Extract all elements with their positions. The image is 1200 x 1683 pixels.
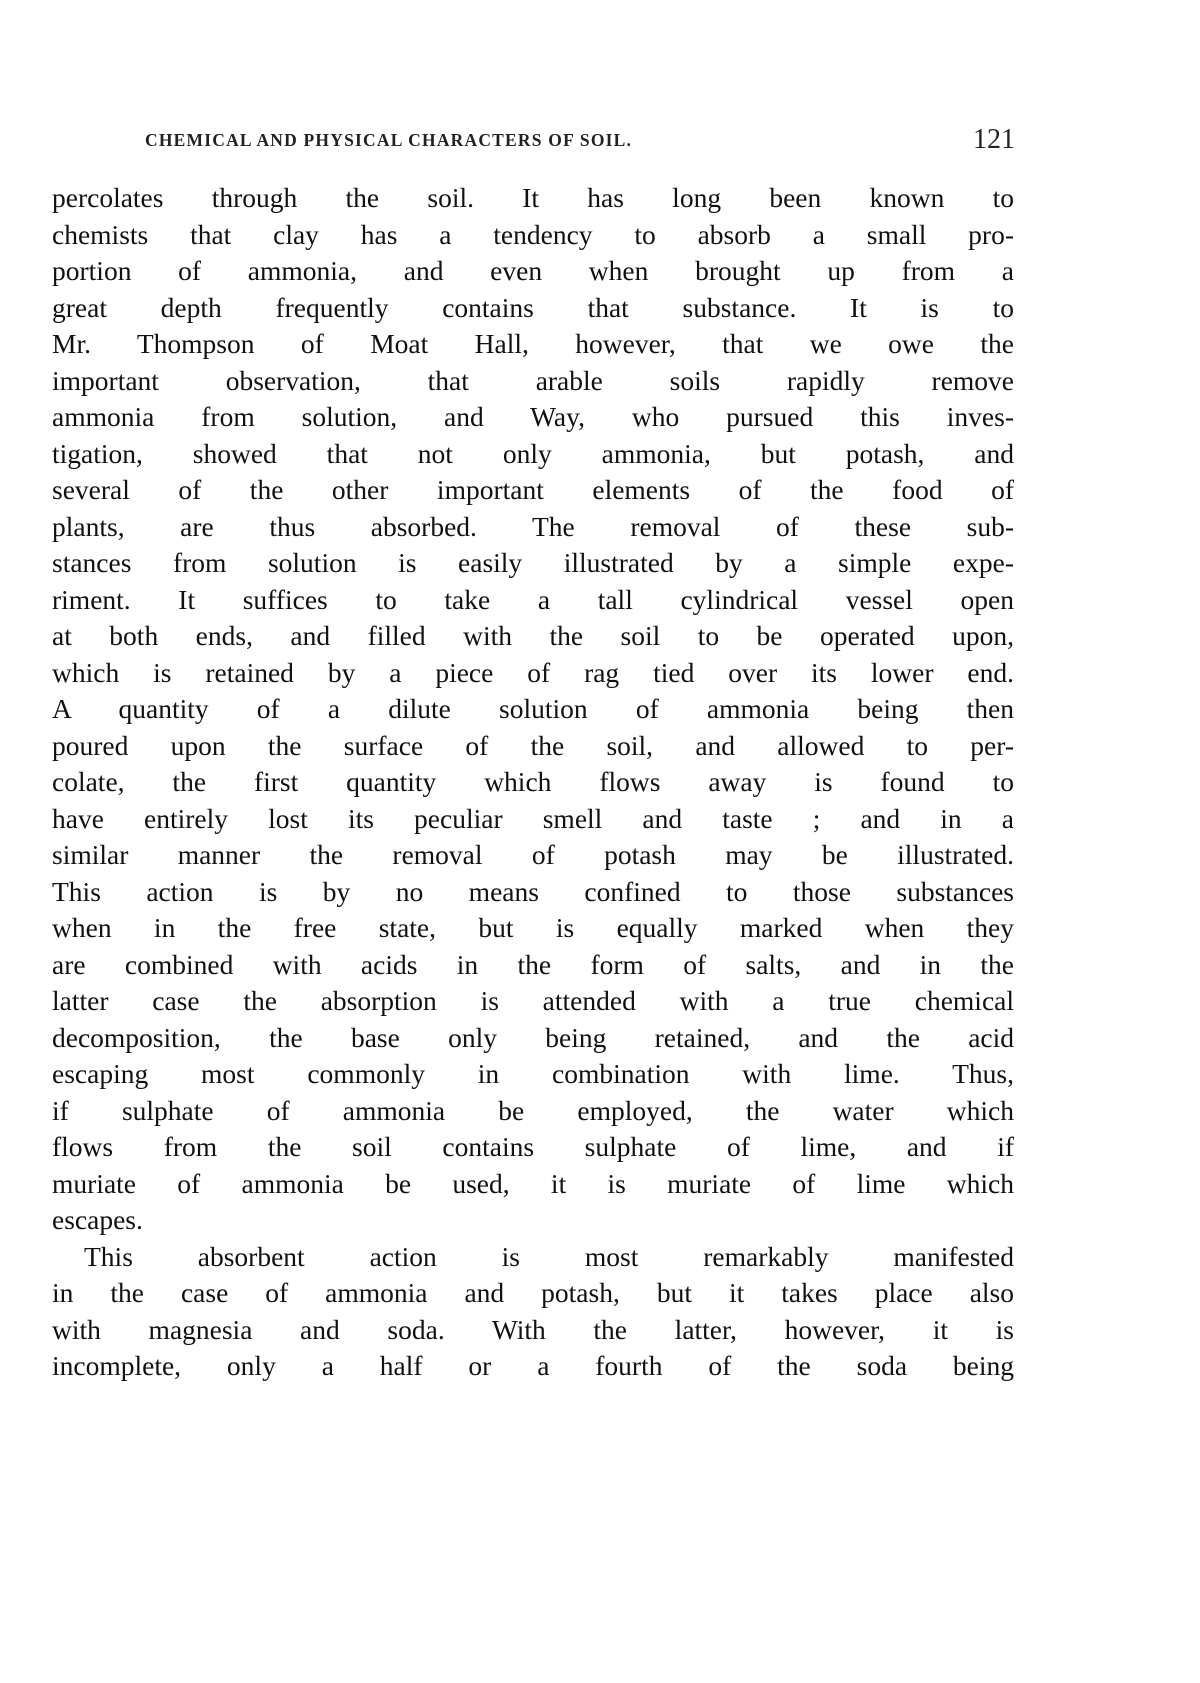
text-line: plants, are thus absorbed. The removal of these sub- — [52, 510, 1014, 542]
text-line: have entirely lost its peculiar smell and taste ; and in a — [52, 802, 1014, 834]
page-number: 121 — [973, 124, 1015, 155]
text-line: colate, the first quantity which flows away is found to — [52, 766, 1014, 797]
text-line: at both ends, and filled with the soil to be operated upon, — [52, 620, 1014, 651]
text-line: latter case the absorption is attended with a true chemical — [52, 985, 1014, 1016]
text-line: Mr. Thompson of Moat Hall, however, that we owe the — [52, 328, 1014, 359]
text-line: This action is by no means confined to those substances — [52, 875, 1014, 907]
text-line: portion of ammonia, and even when brought up from a — [52, 255, 1014, 286]
text-line: which is retained by a piece of rag tied over its lower end. — [52, 656, 1014, 688]
text-line: riment. It suffices to take a tall cylindrical vessel open — [52, 583, 1014, 615]
text-line: when in the free state, but is equally marked when they — [52, 912, 1014, 943]
text-line: flows from the soil contains sulphate of lime, and if — [52, 1131, 1014, 1162]
text-line: similar manner the removal of potash may be illustrated. — [52, 839, 1014, 870]
text-line: percolates through the soil. It has long been known to — [52, 182, 1014, 213]
text-line: stances from solution is easily illustrated by a simple expe- — [52, 547, 1014, 578]
text-line: A quantity of a dilute solution of ammonia being then — [52, 693, 1014, 724]
running-title: CHEMICAL AND PHYSICAL CHARACTERS OF SOIL. — [145, 130, 633, 150]
text-line: tigation, showed that not only ammonia, but potash, and — [52, 437, 1014, 469]
text-line: are combined with acids in the form of salts, and in the — [52, 948, 1014, 980]
text-line: important observation, that arable soils rapidly remove — [52, 364, 1014, 396]
body-text — [52, 180, 1014, 1385]
text-line: escaping most commonly in combination with lime. Thus, — [52, 1058, 1014, 1089]
text-line: in the case of ammonia and potash, but it takes place also — [52, 1277, 1014, 1308]
text-line: This absorbent action is most remarkably manifested — [84, 1240, 1014, 1272]
text-line: chemists that clay has a tendency to absorb a small pro- — [52, 218, 1014, 250]
text-line: several of the other important elements of the food of — [52, 474, 1014, 505]
text-line: poured upon the surface of the soil, and allowed to per- — [52, 729, 1014, 761]
paragraph-2 — [52, 1239, 1014, 1385]
text-line: ammonia from solution, and Way, who pursued this inves- — [52, 401, 1014, 432]
text-line: with magnesia and soda. With the latter, however, it is — [52, 1313, 1014, 1345]
text-line: great depth frequently contains that substance. It is to — [52, 291, 1014, 323]
paragraph-1 — [52, 180, 1014, 1239]
text-line: escapes. — [52, 1204, 143, 1235]
text-line: decomposition, the base only being retained, and the acid — [52, 1021, 1014, 1053]
text-line: incomplete, only a half or a fourth of the soda being — [52, 1350, 1014, 1381]
text-line: muriate of ammonia be used, it is muriate of lime which — [52, 1167, 1014, 1199]
running-head — [145, 124, 1015, 158]
text-line: if sulphate of ammonia be employed, the water which — [52, 1094, 1014, 1126]
